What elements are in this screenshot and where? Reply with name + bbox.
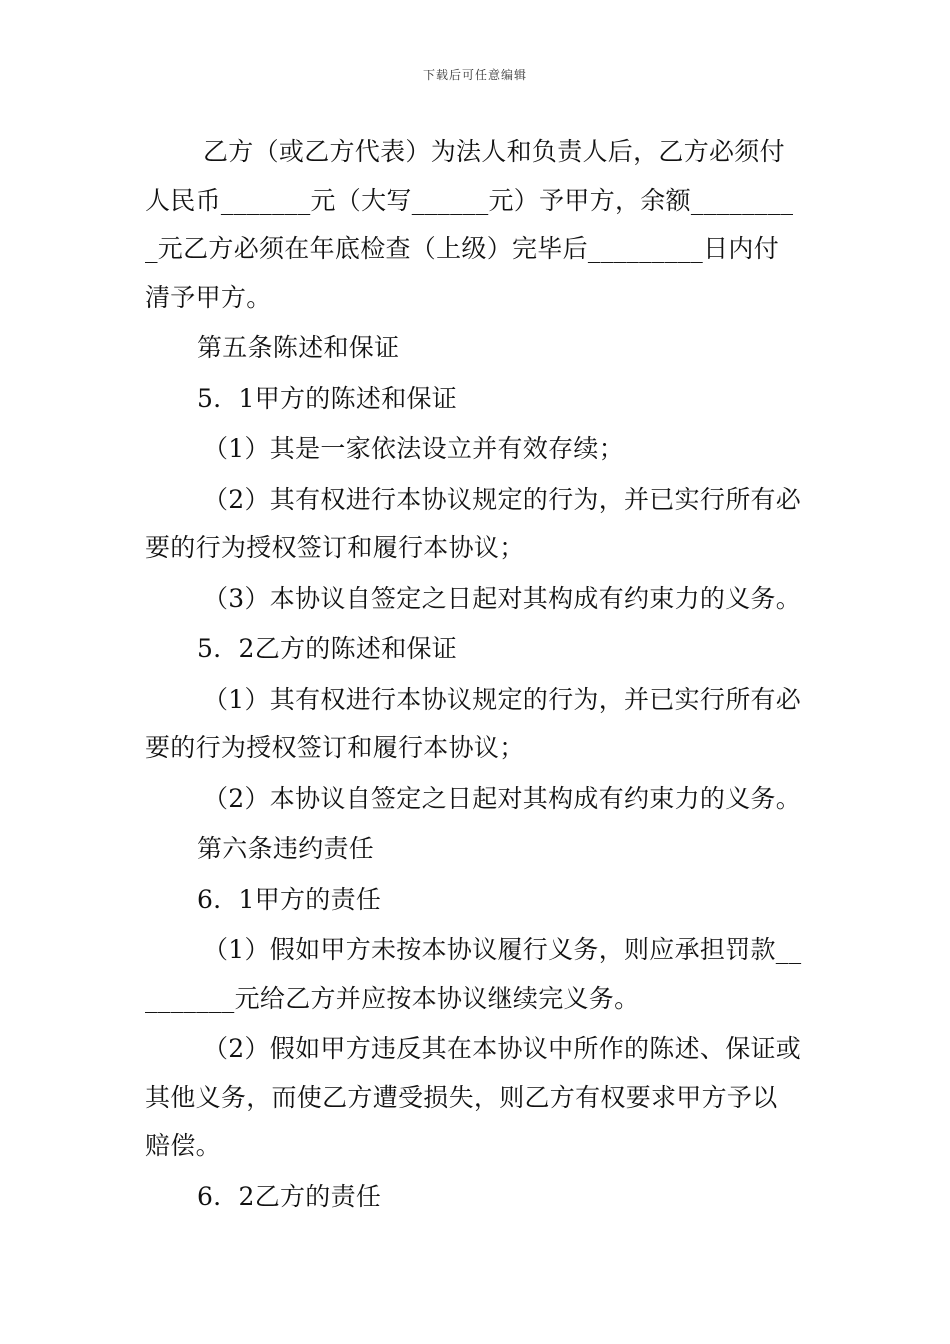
text-line: （2）其有权进行本协议规定的行为，并已实行所有必 (203, 484, 802, 514)
text-line: _元乙方必须在年底检查（上级）完毕后_________日内付 (145, 234, 780, 263)
text-line: 要的行为授权签订和履行本协议； (145, 733, 525, 762)
text-line: （2）假如甲方违反其在本协议中所作的陈述、保证或 (203, 1034, 802, 1063)
article-heading-5: 第五条陈述和保证 (197, 333, 400, 362)
text-line: 人民币_______元（大写______元）予甲方，余额________ (145, 185, 794, 215)
text-line: 其他义务，而使乙方遭受损失，则乙方有权要求甲方予以 (145, 1082, 778, 1112)
clause-item (145, 676, 810, 773)
text-line: 清予甲方。 (145, 282, 272, 312)
section-heading-5-2: 5．2乙方的陈述和保证 (197, 634, 458, 663)
section-heading-6-1: 6．1甲方的责任 (197, 884, 382, 914)
text-line: 要的行为授权签订和履行本协议； (145, 533, 525, 562)
clause-item: （3）本协议自签定之日起对其构成有约束力的义务。 (203, 583, 802, 613)
clause-item (145, 476, 810, 573)
clause-item (145, 926, 810, 1023)
text-line: _______元给乙方并应按本协议继续完义务。 (145, 983, 640, 1013)
text-line: 乙方（或乙方代表）为法人和负责人后，乙方必须付 (203, 137, 785, 166)
section-heading-6-2: 6．2乙方的责任 (197, 1181, 382, 1211)
clause-item (145, 1025, 810, 1171)
page-header-note: 下载后可任意编辑 (422, 68, 527, 82)
clause-item: （1）其是一家依法设立并有效存续； (203, 434, 625, 463)
text-line: （1）其有权进行本协议规定的行为，并已实行所有必 (203, 684, 802, 714)
document-body (145, 128, 810, 1221)
clause-item: （2）本协议自签定之日起对其构成有约束力的义务。 (203, 783, 802, 813)
article-heading-6: 第六条违约责任 (197, 834, 375, 863)
section-heading-5-1: 5．1甲方的陈述和保证 (197, 383, 458, 413)
text-line: 赔偿。 (145, 1131, 221, 1160)
paragraph-payment-terms (145, 128, 810, 322)
text-line: （1）假如甲方未按本协议履行义务，则应承担罚款__ (203, 935, 802, 964)
